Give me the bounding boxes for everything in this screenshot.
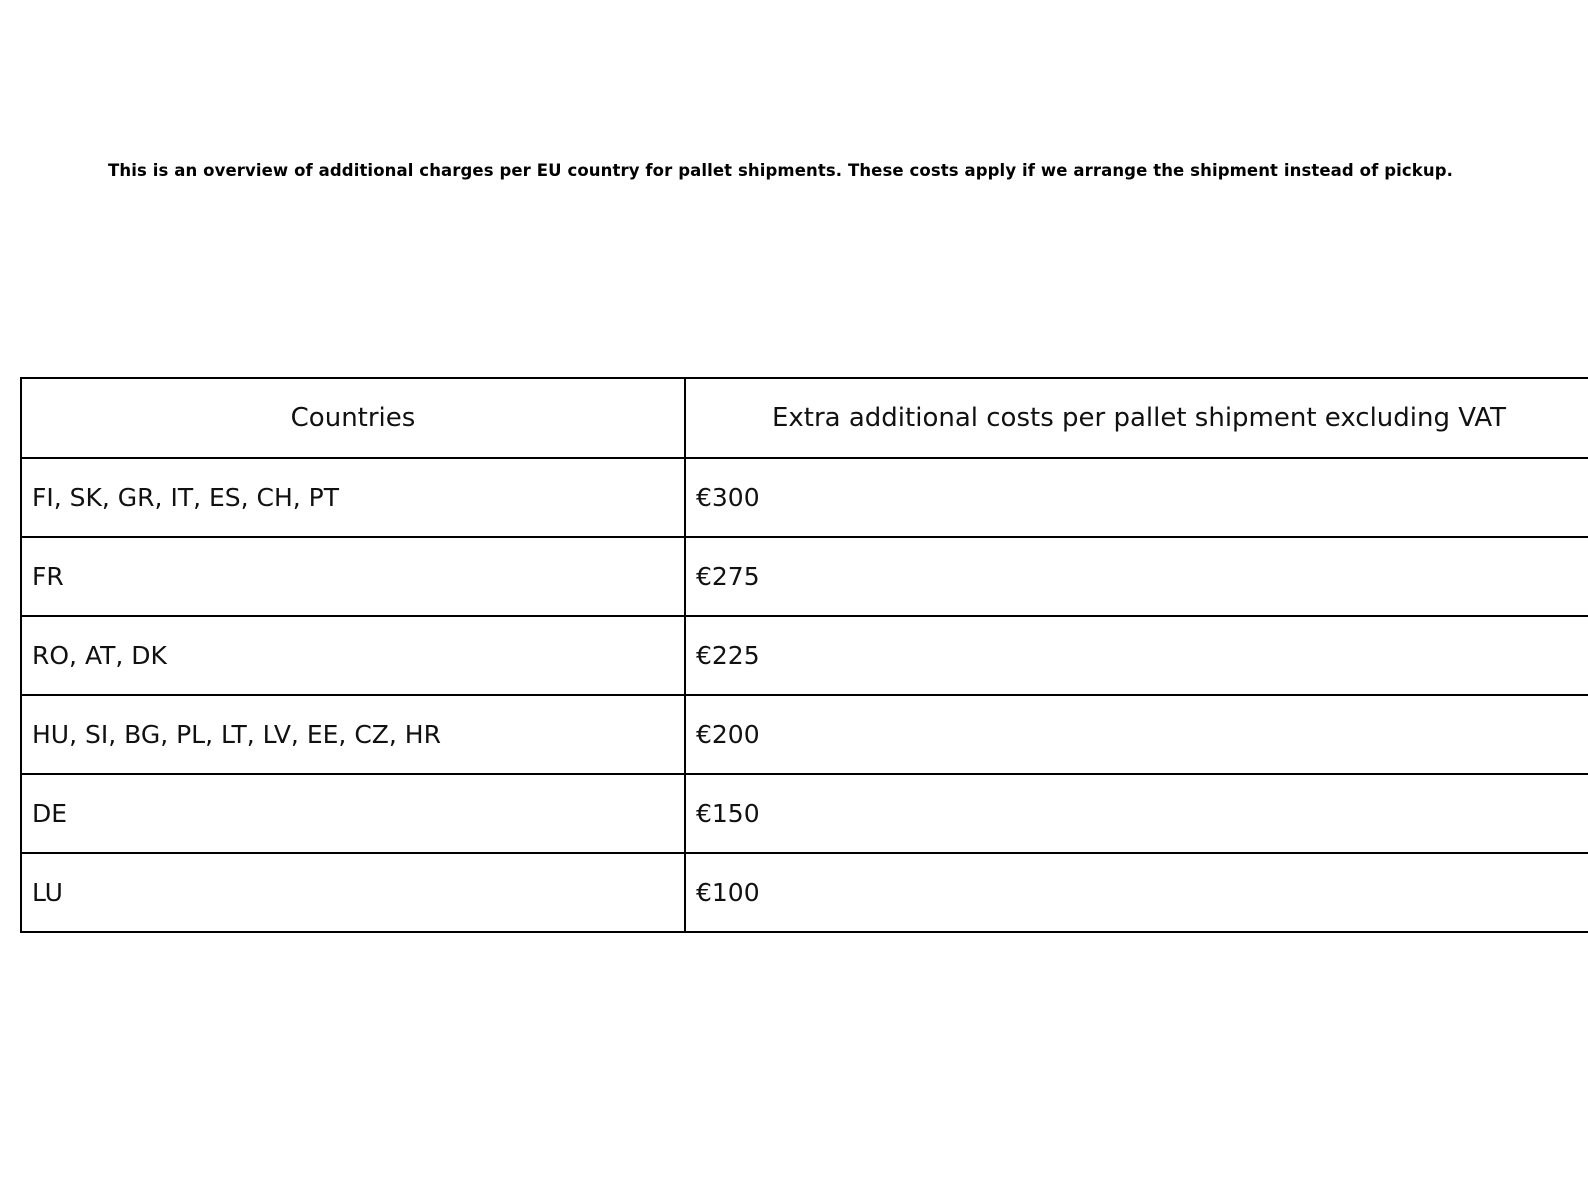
intro-paragraph: This is an overview of additional charges per EU country for pallet shipments. These costs apply if we arrange the shipment instead of pickup. (108, 161, 1453, 180)
cell-cost: €200 (685, 695, 1588, 774)
charges-table-container (20, 377, 1548, 933)
cell-countries: DE (21, 774, 685, 853)
header-countries: Countries (21, 378, 685, 458)
cell-cost: €225 (685, 616, 1588, 695)
cell-countries: HU, SI, BG, PL, LT, LV, EE, CZ, HR (21, 695, 685, 774)
table-row (21, 774, 1588, 853)
cell-cost: €150 (685, 774, 1588, 853)
cell-cost: €275 (685, 537, 1588, 616)
table-header (21, 378, 1588, 458)
cell-countries: FI, SK, GR, IT, ES, CH, PT (21, 458, 685, 537)
cell-countries: LU (21, 853, 685, 932)
table-row (21, 458, 1588, 537)
table-body (21, 458, 1588, 932)
table-row (21, 616, 1588, 695)
table-row (21, 853, 1588, 932)
table-row (21, 695, 1588, 774)
cell-cost: €300 (685, 458, 1588, 537)
charges-table (20, 377, 1588, 933)
table-header-row (21, 378, 1588, 458)
cell-countries: RO, AT, DK (21, 616, 685, 695)
table-row (21, 537, 1588, 616)
cell-countries: FR (21, 537, 685, 616)
header-cost: Extra additional costs per pallet shipment excluding VAT (685, 378, 1588, 458)
cell-cost: €100 (685, 853, 1588, 932)
